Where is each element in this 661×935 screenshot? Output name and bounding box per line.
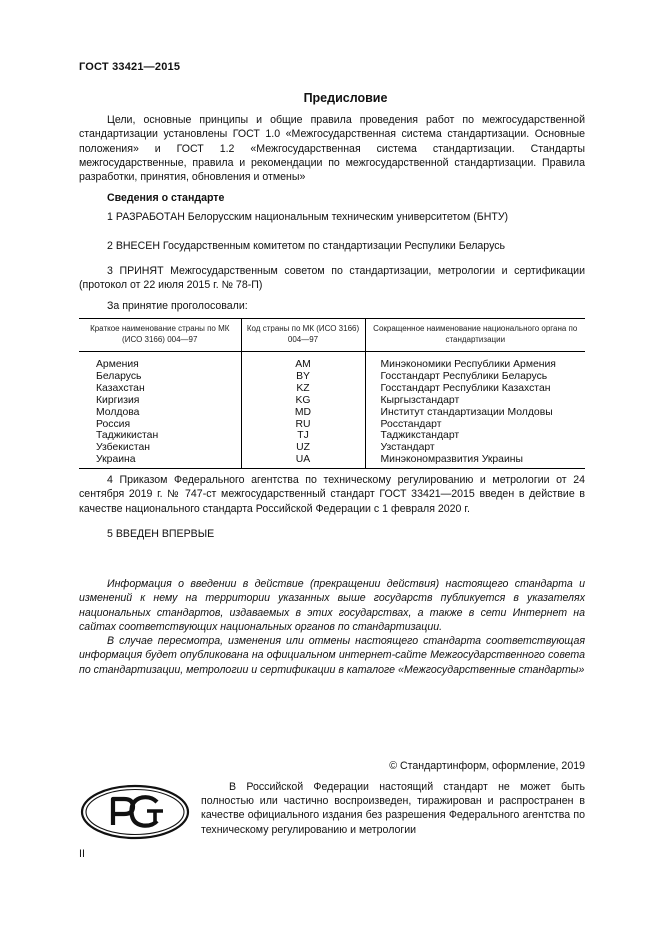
section-title: Предисловие [303, 91, 388, 105]
cell-code: BY [241, 371, 365, 383]
cell-body: Минэкономики Республики Армения [365, 352, 585, 371]
table-row [79, 352, 585, 371]
cell-country: Таджикистан [96, 430, 159, 442]
cell-country: Узбекистан [96, 442, 150, 454]
cell-body: Институт стандартизации Молдовы [365, 407, 585, 419]
cell-country: Россия [96, 418, 131, 430]
item-adopted-text: 3 ПРИНЯТ Межгосударственным советом по стандартизации, метрологии и сертификации (протокол от 22 июля 2015 г. № 78-П) [79, 265, 585, 292]
cell-body: Узстандарт [365, 442, 585, 454]
cell-body: Госстандарт Республики Беларусь [365, 371, 585, 383]
info-paragraph-2-text: В случае пересмотра, изменения или отмены настоящего стандарта соответствующая информация будет опубликована на официальном интернет-сайте Межгосударственного совета по стандартизации, метрологии и сертификации в каталоге «Межгосударственные стандарты» [79, 635, 585, 676]
table-row [79, 371, 585, 383]
info-paragraph-2 [79, 634, 585, 677]
item-adopted [79, 264, 585, 293]
standard-info-heading: Сведения о стандарте [107, 192, 225, 204]
item-order [79, 473, 585, 516]
voted-label: За принятие проголосовали: [107, 300, 248, 312]
cell-code: TJ [241, 430, 365, 442]
table-row [79, 407, 585, 419]
cell-body: Минэкономразвития Украины [365, 454, 585, 468]
header-country: Краткое наименование страны по МК (ИСО 3166) 004—97 [79, 319, 241, 352]
item-first-time: 5 ВВЕДЕН ВПЕРВЫЕ [107, 528, 215, 540]
intro-paragraph [79, 113, 585, 184]
vote-table [79, 318, 585, 469]
rst-logo-icon [79, 783, 191, 846]
cell-body: Госстандарт Республики Казахстан [365, 383, 585, 395]
table-row [79, 419, 585, 431]
cell-country: Беларусь [96, 370, 142, 382]
reproduction-notice [201, 780, 585, 837]
table-row [79, 442, 585, 454]
cell-country: Казахстан [96, 382, 145, 394]
cell-code: AM [241, 352, 365, 371]
vote-table-header [79, 319, 585, 352]
cell-body: Таджикстандарт [365, 430, 585, 442]
table-row [79, 395, 585, 407]
item-order-text: 4 Приказом Федерального агентства по техническому регулированию и метрологии от 24 сентября 2019 г. № 747-ст межгосударственный стандарт ГОСТ 33421—2015 введен в действие в качестве национального стандарта Российской Федерации с 1 февраля 2020 г. [79, 474, 585, 515]
cell-code: UA [241, 454, 365, 468]
cell-country: Украина [79, 454, 241, 468]
reproduction-notice-text: В Российской Федерации настоящий стандарт не может быть полностью или частично воспроизведен, тиражирован и распространен в качестве официального издания без разрешения Федерального агентства по техническому регулированию и метрологии [201, 781, 585, 836]
cell-country: Киргизия [96, 394, 140, 406]
document-code: ГОСТ 33421—2015 [79, 61, 181, 73]
info-paragraph-1 [79, 577, 585, 635]
cell-body: Кыргызстандарт [365, 395, 585, 407]
info-paragraph-1-text: Информация о введении в действие (прекращении действия) настоящего стандарта и изменений к нему на территории указанных выше государств публикуется в указателях национальных стандартов, издаваемых в этих государствах, а также в сети Интернет на сайтах соответствующих национальных органов по стандартизации. [79, 578, 585, 634]
cell-body: Росстандарт [365, 419, 585, 431]
item-developed: 1 РАЗРАБОТАН Белорусским национальным техническим университетом (БНТУ) [107, 211, 509, 223]
copyright-line: © Стандартинформ, оформление, 2019 [389, 760, 585, 772]
cell-country: Молдова [96, 406, 140, 418]
table-row [79, 454, 585, 468]
page-number: II [79, 848, 85, 860]
cell-code: KZ [241, 383, 365, 395]
item-introduced: 2 ВНЕСЕН Государственным комитетом по стандартизации Респулики Беларусь [107, 240, 506, 252]
table-row [79, 383, 585, 395]
header-body: Сокращенное наименование национального органа по стандартизации [365, 319, 585, 352]
cell-code: KG [241, 395, 365, 407]
cell-code: UZ [241, 442, 365, 454]
table-row [79, 430, 585, 442]
cell-code: MD [241, 407, 365, 419]
intro-paragraph-text: Цели, основные принципы и общие правила проведения работ по межгосударственной стандартизации установлены ГОСТ 1.0 «Межгосударственная система стандартизации. Основные положения» и ГОСТ 1.2 «Межгосударственная система стандартизации. Стандарты межгосударственные, правила и рекомендации по межгосударственной стандартизации. Правила разработки, принятия, обновления и отмены» [79, 114, 585, 184]
cell-code: RU [241, 419, 365, 431]
cell-country: Армения [96, 359, 139, 370]
header-code: Код страны по МК (ИСО 3166) 004—97 [241, 319, 365, 352]
